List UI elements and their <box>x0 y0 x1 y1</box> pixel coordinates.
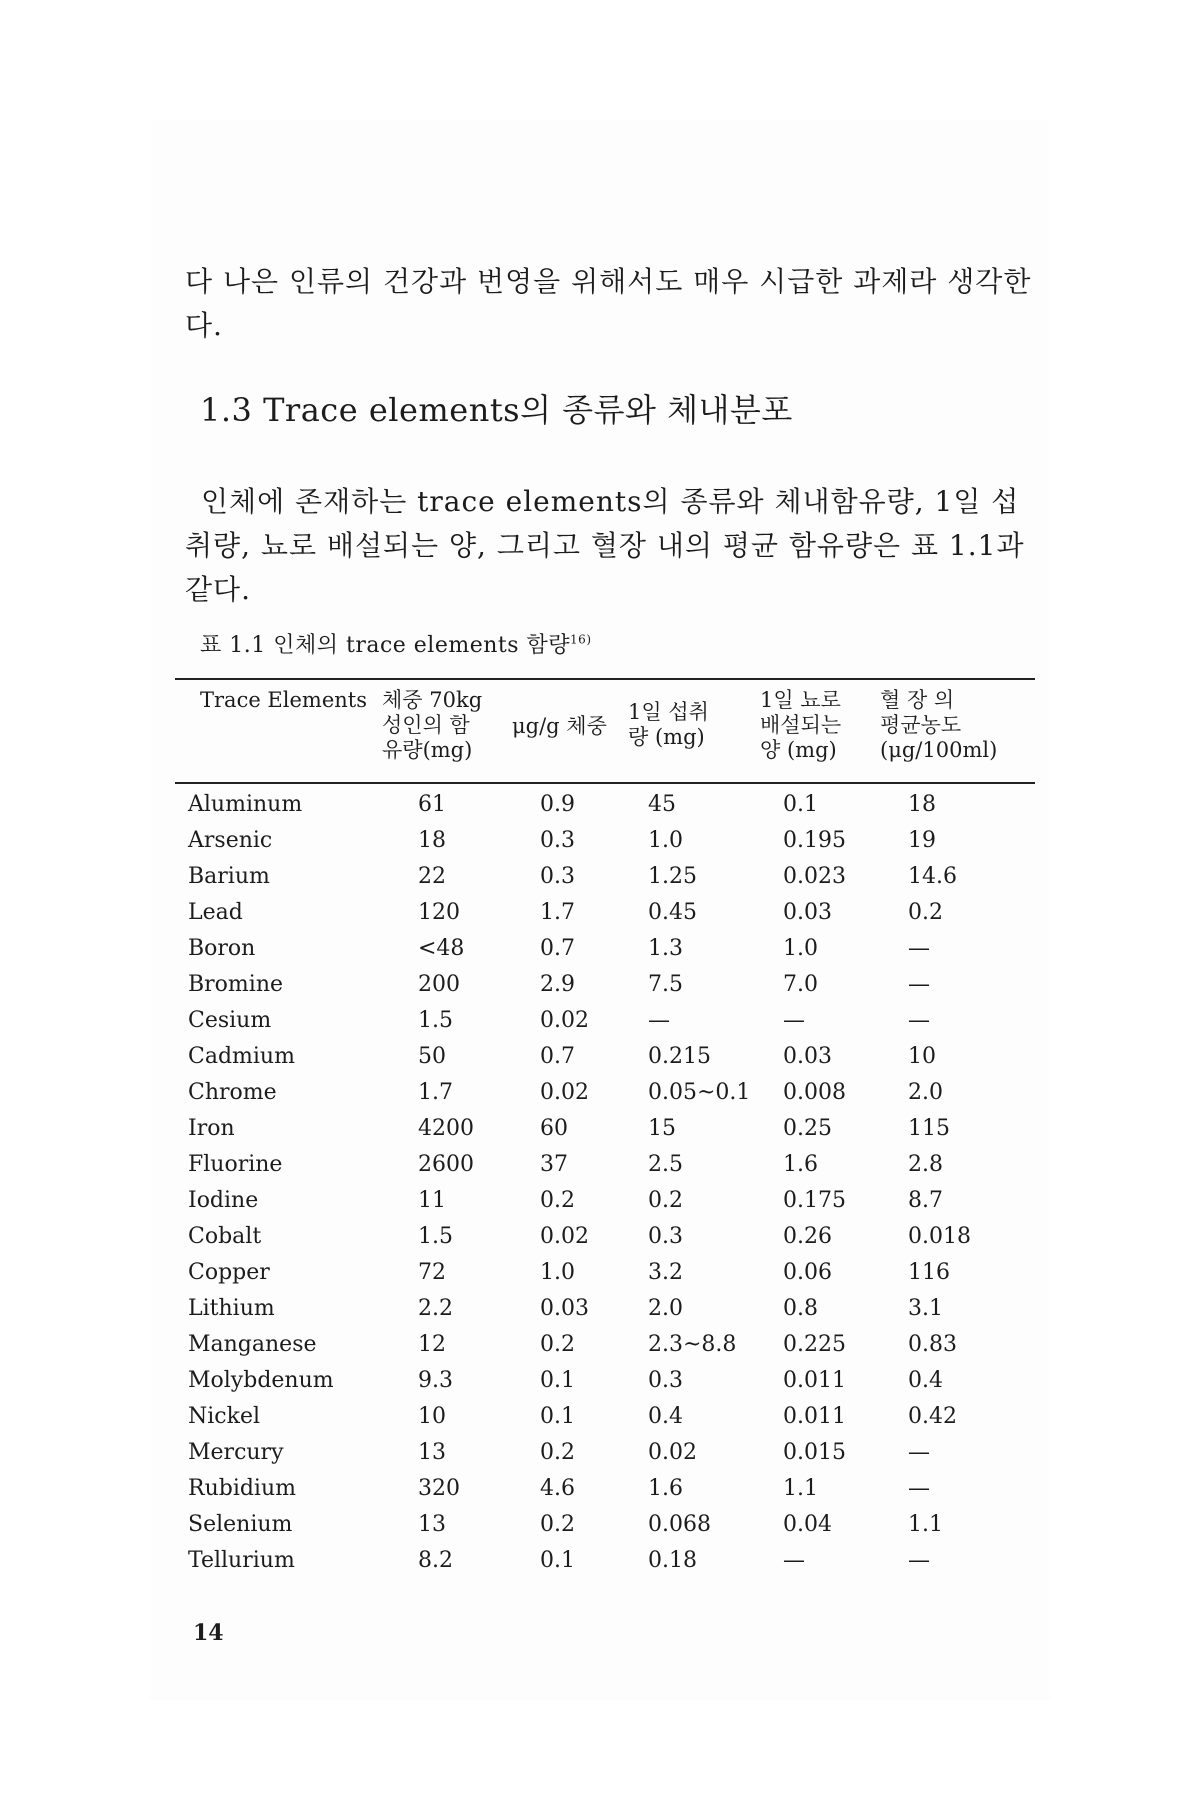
cell-plasma-mean: 0.42 <box>908 1404 957 1429</box>
table-row <box>188 1364 1028 1400</box>
cell-plasma-mean: 1.1 <box>908 1512 943 1537</box>
cell-plasma-mean: — <box>908 1548 930 1573</box>
cell-content-70kg: 72 <box>418 1260 446 1285</box>
cell-ug-per-g: 60 <box>540 1116 568 1141</box>
cell-daily-intake: 0.18 <box>648 1548 697 1573</box>
cell-ug-per-g: 1.7 <box>540 900 575 925</box>
intro-paragraph: 다 나은 인류의 건강과 번영을 위해서도 매우 시급한 과제라 생각한다. <box>185 265 1032 342</box>
cell-element: Aluminum <box>188 792 303 817</box>
cell-plasma-mean: 115 <box>908 1116 950 1141</box>
table-row <box>188 860 1028 896</box>
cell-ug-per-g: 0.02 <box>540 1008 589 1033</box>
cell-content-70kg: 11 <box>418 1188 446 1213</box>
header-line: 혈 장 의 <box>880 688 955 712</box>
cell-ug-per-g: 4.6 <box>540 1476 575 1501</box>
cell-urine-excretion: 0.225 <box>783 1332 846 1357</box>
cell-element: Copper <box>188 1260 270 1285</box>
cell-daily-intake: 15 <box>648 1116 676 1141</box>
cell-element: Rubidium <box>188 1476 297 1501</box>
table-header-rule <box>175 782 1035 784</box>
cell-plasma-mean: 19 <box>908 828 936 853</box>
cell-content-70kg: 13 <box>418 1512 446 1537</box>
table-row <box>188 1220 1028 1256</box>
table-row <box>188 1544 1028 1580</box>
cell-content-70kg: 1.5 <box>418 1224 453 1249</box>
cell-daily-intake: 2.3~8.8 <box>648 1332 737 1357</box>
body-paragraph: 인체에 존재하는 trace elements의 종류와 체내함유량, 1일 섭취량, 뇨로 배설되는 양, 그리고 혈장 내의 평균 함유량은 표 1.1과 같다. <box>185 485 1025 606</box>
cell-plasma-mean: 18 <box>908 792 936 817</box>
cell-content-70kg: 120 <box>418 900 460 925</box>
cell-content-70kg: 10 <box>418 1404 446 1429</box>
cell-element: Tellurium <box>188 1548 295 1573</box>
cell-ug-per-g: 1.0 <box>540 1260 575 1285</box>
section-heading: 1.3 Trace elements의 종류와 체내분포 <box>200 391 793 429</box>
cell-plasma-mean: — <box>908 1008 930 1033</box>
cell-plasma-mean: — <box>908 1476 930 1501</box>
cell-ug-per-g: 0.1 <box>540 1548 575 1573</box>
cell-daily-intake: 2.5 <box>648 1152 683 1177</box>
cell-ug-per-g: 0.9 <box>540 792 575 817</box>
cell-content-70kg: 320 <box>418 1476 460 1501</box>
cell-ug-per-g: 0.2 <box>540 1332 575 1357</box>
table-row <box>188 968 1028 1004</box>
table-row <box>188 896 1028 932</box>
cell-content-70kg: 61 <box>418 792 446 817</box>
cell-element: Cadmium <box>188 1044 295 1069</box>
cell-ug-per-g: 0.2 <box>540 1512 575 1537</box>
cell-urine-excretion: 7.0 <box>783 972 818 997</box>
cell-content-70kg: 200 <box>418 972 460 997</box>
header-line: 양 (mg) <box>760 738 837 762</box>
cell-ug-per-g: 0.02 <box>540 1080 589 1105</box>
cell-element: Selenium <box>188 1512 293 1537</box>
header-line: 1일 섭취 <box>628 700 709 724</box>
cell-urine-excretion: 1.1 <box>783 1476 818 1501</box>
cell-plasma-mean: 10 <box>908 1044 936 1069</box>
cell-element: Bromine <box>188 972 284 997</box>
table-caption-ref: 16) <box>570 632 592 647</box>
cell-element: Barium <box>188 864 270 889</box>
cell-element: Molybdenum <box>188 1368 334 1393</box>
cell-urine-excretion: 1.0 <box>783 936 818 961</box>
cell-content-70kg: 18 <box>418 828 446 853</box>
cell-plasma-mean: 14.6 <box>908 864 957 889</box>
cell-element: Arsenic <box>188 828 273 853</box>
cell-daily-intake: 1.25 <box>648 864 697 889</box>
header-line: 유량(mg) <box>382 738 473 762</box>
cell-daily-intake: 7.5 <box>648 972 683 997</box>
header-plasma-mean <box>880 688 1020 763</box>
cell-element: Iodine <box>188 1188 259 1213</box>
cell-element: Cobalt <box>188 1224 262 1249</box>
cell-plasma-mean: 0.018 <box>908 1224 971 1249</box>
table-top-rule <box>175 678 1035 680</box>
cell-urine-excretion: 0.175 <box>783 1188 846 1213</box>
table-body <box>188 788 1028 1580</box>
cell-ug-per-g: 0.02 <box>540 1224 589 1249</box>
cell-daily-intake: 0.3 <box>648 1224 683 1249</box>
header-line: 성인의 함 <box>382 713 470 737</box>
cell-element: Nickel <box>188 1404 260 1429</box>
cell-daily-intake: 45 <box>648 792 676 817</box>
cell-urine-excretion: 0.1 <box>783 792 818 817</box>
cell-content-70kg: 4200 <box>418 1116 474 1141</box>
table-row <box>188 1076 1028 1112</box>
cell-plasma-mean: 3.1 <box>908 1296 943 1321</box>
cell-daily-intake: 0.4 <box>648 1404 683 1429</box>
cell-ug-per-g: 2.9 <box>540 972 575 997</box>
table-row <box>188 1328 1028 1364</box>
cell-element: Iron <box>188 1116 235 1141</box>
cell-daily-intake: — <box>648 1008 670 1033</box>
cell-content-70kg: 22 <box>418 864 446 889</box>
cell-urine-excretion: 0.011 <box>783 1368 846 1393</box>
cell-daily-intake: 0.215 <box>648 1044 711 1069</box>
cell-plasma-mean: 0.2 <box>908 900 943 925</box>
cell-ug-per-g: 0.03 <box>540 1296 589 1321</box>
header-line: 평균농도 <box>880 713 962 737</box>
cell-ug-per-g: 0.2 <box>540 1188 575 1213</box>
page-number: 14 <box>193 1620 224 1646</box>
cell-plasma-mean: 2.8 <box>908 1152 943 1177</box>
cell-daily-intake: 2.0 <box>648 1296 683 1321</box>
cell-ug-per-g: 0.2 <box>540 1440 575 1465</box>
cell-urine-excretion: 0.04 <box>783 1512 832 1537</box>
cell-ug-per-g: 0.3 <box>540 828 575 853</box>
cell-plasma-mean: — <box>908 1440 930 1465</box>
cell-plasma-mean: 0.83 <box>908 1332 957 1357</box>
table-row <box>188 932 1028 968</box>
cell-ug-per-g: 0.7 <box>540 1044 575 1069</box>
table-row <box>188 1292 1028 1328</box>
cell-daily-intake: 1.6 <box>648 1476 683 1501</box>
cell-urine-excretion: 1.6 <box>783 1152 818 1177</box>
cell-content-70kg: 12 <box>418 1332 446 1357</box>
cell-content-70kg: <48 <box>418 936 465 961</box>
cell-plasma-mean: — <box>908 972 930 997</box>
header-line: 체중 70kg <box>382 688 483 712</box>
table-row <box>188 824 1028 860</box>
cell-urine-excretion: 0.195 <box>783 828 846 853</box>
header-line: 1일 뇨로 <box>760 688 841 712</box>
cell-daily-intake: 1.3 <box>648 936 683 961</box>
cell-content-70kg: 13 <box>418 1440 446 1465</box>
table-row <box>188 1184 1028 1220</box>
table-row <box>188 1400 1028 1436</box>
cell-daily-intake: 0.02 <box>648 1440 697 1465</box>
cell-element: Mercury <box>188 1440 284 1465</box>
cell-urine-excretion: 0.06 <box>783 1260 832 1285</box>
cell-element: Lead <box>188 900 243 925</box>
table-caption <box>200 628 592 659</box>
table-row <box>188 1472 1028 1508</box>
cell-ug-per-g: 0.7 <box>540 936 575 961</box>
cell-element: Boron <box>188 936 256 961</box>
cell-urine-excretion: — <box>783 1548 805 1573</box>
cell-content-70kg: 1.5 <box>418 1008 453 1033</box>
header-line: Trace Elements <box>200 688 367 712</box>
cell-daily-intake: 1.0 <box>648 828 683 853</box>
cell-urine-excretion: 0.011 <box>783 1404 846 1429</box>
header-ug-per-g <box>512 714 612 739</box>
table-caption-text: 표 1.1 인체의 trace elements 함량 <box>200 633 571 658</box>
cell-urine-excretion: 0.008 <box>783 1080 846 1105</box>
cell-content-70kg: 2.2 <box>418 1296 453 1321</box>
cell-plasma-mean: 2.0 <box>908 1080 943 1105</box>
cell-content-70kg: 1.7 <box>418 1080 453 1105</box>
cell-urine-excretion: 0.015 <box>783 1440 846 1465</box>
cell-urine-excretion: 0.03 <box>783 1044 832 1069</box>
cell-daily-intake: 3.2 <box>648 1260 683 1285</box>
table-row <box>188 1004 1028 1040</box>
cell-urine-excretion: 0.03 <box>783 900 832 925</box>
cell-plasma-mean: 0.4 <box>908 1368 943 1393</box>
header-urine-excretion <box>760 688 880 763</box>
cell-element: Lithium <box>188 1296 275 1321</box>
cell-plasma-mean: 8.7 <box>908 1188 943 1213</box>
header-line: 량 (mg) <box>628 725 705 749</box>
cell-ug-per-g: 0.3 <box>540 864 575 889</box>
table-row <box>188 1112 1028 1148</box>
cell-daily-intake: 0.05~0.1 <box>648 1080 751 1105</box>
header-line: 배설되는 <box>760 713 842 737</box>
cell-element: Manganese <box>188 1332 317 1357</box>
cell-content-70kg: 8.2 <box>418 1548 453 1573</box>
cell-urine-excretion: 0.26 <box>783 1224 832 1249</box>
cell-ug-per-g: 37 <box>540 1152 568 1177</box>
header-daily-intake <box>628 700 740 750</box>
cell-ug-per-g: 0.1 <box>540 1368 575 1393</box>
cell-ug-per-g: 0.1 <box>540 1404 575 1429</box>
cell-daily-intake: 0.2 <box>648 1188 683 1213</box>
table-row <box>188 1148 1028 1184</box>
cell-content-70kg: 50 <box>418 1044 446 1069</box>
cell-daily-intake: 0.3 <box>648 1368 683 1393</box>
cell-daily-intake: 0.068 <box>648 1512 711 1537</box>
header-line: μg/g 체중 <box>512 714 607 738</box>
cell-urine-excretion: 0.8 <box>783 1296 818 1321</box>
cell-element: Fluorine <box>188 1152 283 1177</box>
table-row <box>188 1508 1028 1544</box>
cell-urine-excretion: 0.023 <box>783 864 846 889</box>
table-row <box>188 788 1028 824</box>
header-line: (μg/100ml) <box>880 738 998 762</box>
cell-content-70kg: 9.3 <box>418 1368 453 1393</box>
table-row <box>188 1040 1028 1076</box>
cell-daily-intake: 0.45 <box>648 900 697 925</box>
table-row <box>188 1436 1028 1472</box>
cell-plasma-mean: 116 <box>908 1260 950 1285</box>
table-row <box>188 1256 1028 1292</box>
header-content-70kg <box>382 688 512 763</box>
cell-element: Cesium <box>188 1008 272 1033</box>
cell-plasma-mean: — <box>908 936 930 961</box>
cell-urine-excretion: 0.25 <box>783 1116 832 1141</box>
header-trace-elements <box>200 688 380 713</box>
cell-element: Chrome <box>188 1080 277 1105</box>
cell-content-70kg: 2600 <box>418 1152 474 1177</box>
cell-urine-excretion: — <box>783 1008 805 1033</box>
